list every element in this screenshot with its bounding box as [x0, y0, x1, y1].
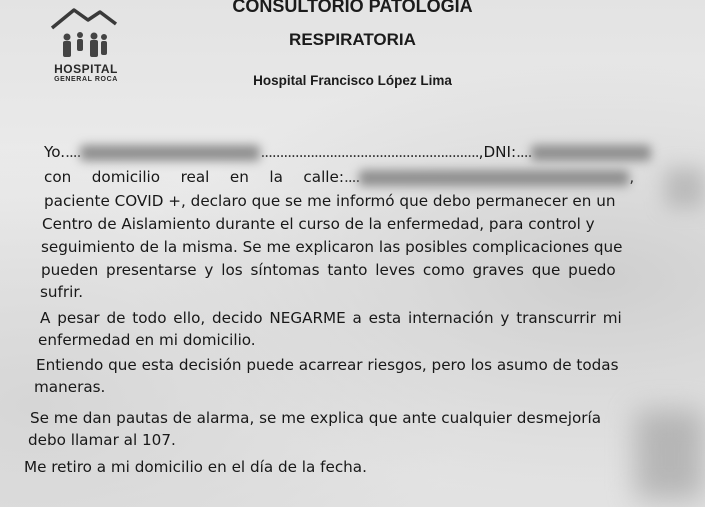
redacted-name: [80, 145, 260, 161]
paragraph-line: [44, 192, 662, 210]
word: en: [229, 168, 249, 186]
line-text: sufrir.: [40, 283, 84, 301]
paragraph-line: [41, 261, 665, 279]
yo-label: Yo.: [44, 143, 66, 161]
form-line-domicilio: [44, 168, 659, 186]
line-text: paciente COVID +, declaro que se me informó que debo permanecer en un: [44, 192, 616, 210]
line-text: Me retiro a mi domicilio en el día de la fecha.: [24, 458, 367, 476]
line-text: maneras.: [34, 378, 106, 396]
domicilio-words: [44, 168, 344, 186]
paragraph-line: [36, 356, 619, 374]
word: real: [180, 168, 210, 186]
dni-field-dots: ....: [516, 143, 532, 161]
redacted-margin: [665, 168, 705, 208]
address-field-dots: ....: [344, 168, 360, 186]
word: domicilio: [91, 168, 161, 186]
line-text: A pesar de todo ello, decido NEGARME a esta internación y transcurrir mi: [40, 309, 622, 327]
paragraph-line: [30, 409, 601, 427]
line-text: seguimiento de la misma. Se me explicaron las posibles complicaciones que: [41, 238, 623, 256]
name-field-dots: ....: [65, 143, 81, 161]
paragraph-line: [38, 331, 256, 349]
paragraph-line: [28, 431, 176, 449]
comma: ,: [629, 168, 635, 186]
logo-subtext: GENERAL ROCA: [54, 76, 118, 83]
paragraph-line: [42, 215, 666, 233]
page-title-line1: CONSULTORIO PATOLOGIA: [232, 0, 473, 16]
word: calle:: [303, 168, 344, 186]
word: la: [269, 168, 283, 186]
paragraph-line: [34, 378, 105, 396]
name-field-dots-2: .........................................................: [260, 143, 479, 161]
redacted-address: [359, 170, 629, 186]
redacted-signature-area: [635, 410, 705, 500]
paragraph-line: [40, 283, 83, 301]
redacted-dni: [531, 145, 651, 161]
word: con: [44, 168, 72, 186]
line-text: debo llamar al 107.: [28, 431, 176, 449]
page-title-line2: RESPIRATORIA: [289, 30, 416, 49]
dni-label: ,DNI:: [478, 143, 517, 161]
line-text: Se me dan pautas de alarma, se me explica que ante cualquier desmejoría: [30, 409, 602, 427]
paragraph-line: [41, 238, 667, 256]
line-text: Entiendo que esta decisión puede acarrear riesgos, pero los asumo de todas: [36, 356, 619, 374]
form-line-name-dni: [44, 143, 664, 161]
line-text: pueden presentarse y los síntomas tanto leves como graves que puedo: [41, 261, 616, 279]
logo-text: HOSPITAL: [54, 62, 118, 76]
line-text: enfermedad en mi domicilio.: [38, 331, 256, 349]
line-text: Centro de Aislamiento durante el curso de la enfermedad, para control y: [42, 215, 595, 233]
paragraph-line: [40, 309, 622, 327]
hospital-name: Hospital Francisco López Lima: [253, 73, 452, 88]
paragraph-line: [24, 458, 367, 476]
